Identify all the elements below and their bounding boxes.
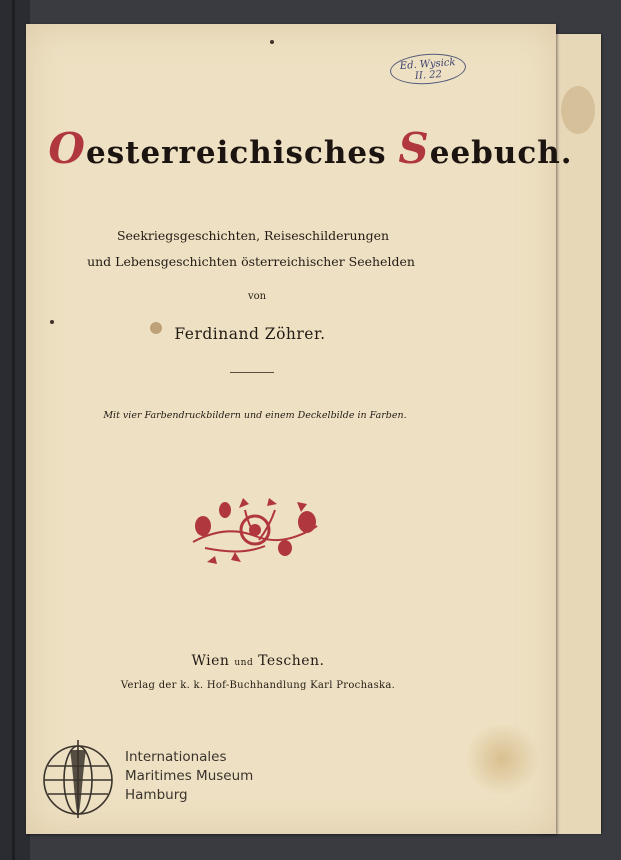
museum-line-3: Hamburg <box>125 787 188 803</box>
subtitle-line-1: Seekriegsgeschichten, Reiseschilderungen <box>116 228 390 243</box>
publisher-line: Verlag der k. k. Hof-Buchhandlung Karl Prochaska. <box>120 680 396 691</box>
title-initial-o: O <box>48 124 86 173</box>
by-word: von <box>247 291 267 302</box>
museum-watermark <box>40 738 280 820</box>
city-conjunction: und <box>234 658 254 668</box>
subtitle-line-2: und Lebensgeschichten österreichischer Seehelden <box>87 254 415 269</box>
floral-ornament <box>185 490 325 568</box>
globe-ship-logo-icon <box>40 738 118 820</box>
stamp-line-2: II. 22 <box>414 69 443 82</box>
title-word-2: eebuch. <box>429 135 573 171</box>
water-stain <box>462 724 542 794</box>
title-word-1: esterreichisches <box>85 135 387 171</box>
imprint-city <box>0 653 516 669</box>
library-stamp <box>389 51 467 86</box>
title-initial-s: S <box>398 124 430 173</box>
speck <box>270 40 274 44</box>
stamp-line-1: Ed. Wysick <box>399 57 456 72</box>
city-teschen: Teschen. <box>258 653 325 669</box>
divider-rule <box>230 372 274 373</box>
book-title <box>0 124 621 173</box>
museum-line-1: Internationales <box>125 749 227 765</box>
illustration-note: Mit vier Farbendruckbildern und einem Deckelbilde in Farben. <box>103 410 407 421</box>
author-name: Ferdinand Zöhrer. <box>174 325 326 343</box>
city-vienna: Wien <box>191 653 230 669</box>
speck <box>50 320 54 324</box>
museum-line-2: Maritimes Museum <box>125 768 254 784</box>
